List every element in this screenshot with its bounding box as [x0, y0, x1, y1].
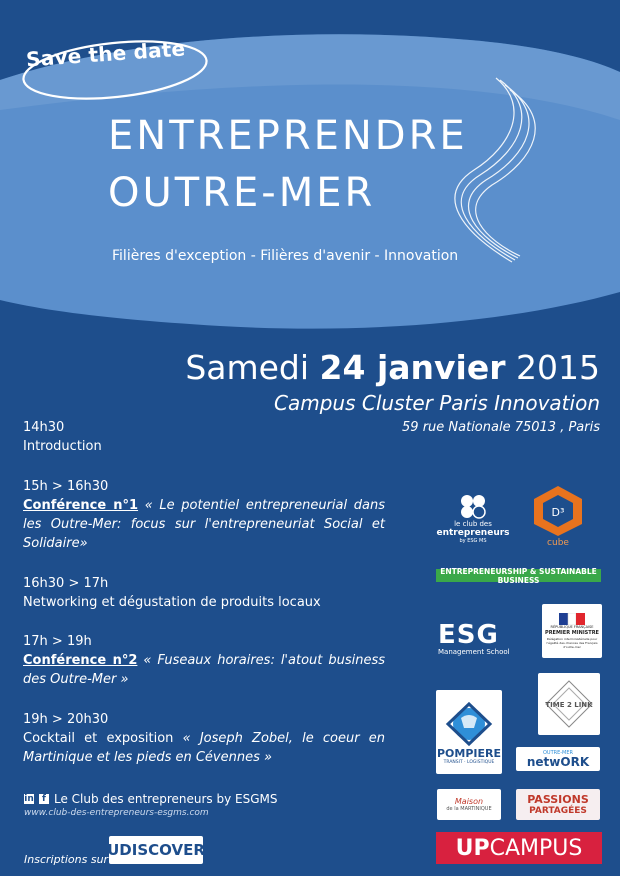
premier-ministre-logo — [542, 604, 602, 658]
cube-mark: D³ — [551, 506, 565, 519]
maison-martinique-logo — [437, 789, 501, 820]
program-time: 14h30 — [23, 420, 65, 435]
save-the-date-label: Save the date — [25, 36, 186, 72]
french-flag-icon — [559, 613, 585, 625]
facebook-icon[interactable]: f — [39, 794, 49, 804]
program-time: 15h > 16h30 — [23, 479, 109, 494]
program-text: Introduction — [23, 439, 102, 454]
event-date — [185, 348, 600, 387]
program-time: 17h > 19h — [23, 634, 92, 649]
esg-name: ESG — [438, 620, 499, 650]
udiscover-text: UDISCOVER — [107, 841, 205, 859]
network-top: OUTRE-MER — [542, 749, 574, 756]
passions-line1: PASSIONS — [527, 792, 589, 806]
title-line-1: ENTREPRENDRE — [108, 113, 468, 159]
club-logo-line3: by ESG MS — [459, 538, 487, 544]
inscriptions-label: Inscriptions sur — [24, 853, 109, 866]
pompiere-name: POMPIERE — [436, 746, 501, 760]
maison-line1: Maison — [454, 797, 484, 806]
pompiere-logo — [436, 690, 502, 774]
club-flower-icon — [458, 492, 488, 520]
passions-partagees-logo — [516, 789, 600, 820]
pompiere-sub: TRANSIT · LOGISTIQUE — [443, 759, 495, 765]
linkedin-icon[interactable]: in — [24, 794, 34, 804]
maison-line2: de la MARTINIQUE — [446, 806, 492, 812]
esg-logo — [438, 619, 522, 659]
pompiere-globe-icon — [444, 700, 494, 748]
program-text: « Le potentiel entrepreneurial dans les Outre-Mer: focus sur l'entrepreneuriat Social et Solidaire» — [23, 498, 385, 551]
program-text: « Joseph Zobel, le coeur en Martinique et les pieds en Cévennes » — [23, 731, 385, 765]
esg-sub: Management School — [438, 648, 510, 656]
timelink-logo — [538, 673, 600, 735]
title-line-2: OUTRE-MER — [108, 170, 376, 216]
cube-logo — [527, 480, 589, 552]
club-name: Le Club des entrepreneurs by ESGMS — [54, 792, 278, 806]
program-item-5 — [23, 710, 385, 767]
udiscover-logo[interactable] — [109, 836, 203, 864]
program-item-1 — [23, 418, 385, 456]
network-name: netwORK — [526, 754, 590, 769]
cube-label: cube — [547, 538, 569, 548]
timelink-icon — [543, 678, 595, 730]
ministre-line2: PREMIER MINISTRE — [545, 630, 599, 636]
upcampus-logo — [436, 832, 602, 864]
upcampus-up: UP — [455, 835, 490, 861]
program-time: 19h > 20h30 — [23, 712, 109, 727]
program-text-plain: Cocktail et exposition — [23, 731, 183, 746]
ministre-line1: RÉPUBLIQUE FRANÇAISE — [550, 625, 594, 629]
date-bold: 24 janvier — [319, 348, 506, 387]
passions-line2: PARTAGÉES — [529, 805, 587, 816]
program-text: « Fuseaux horaires: l'atout business des Outre-Mer » — [23, 653, 386, 687]
conference-2-link[interactable]: Conférence n°2 — [23, 653, 138, 668]
ministre-line3: Délégation interministérielle pour l'égalité des chances des Français d'outre-mer — [546, 637, 598, 649]
upcampus-campus: CAMPUS — [489, 835, 583, 861]
date-suffix: 2015 — [505, 348, 600, 387]
club-logo-line1: le club des — [454, 520, 492, 528]
conference-1-link[interactable]: Conférence n°1 — [23, 498, 139, 513]
entrepreneurship-text: ENTREPRENEURSHIP & SUSTAINABLE BUSINESS — [440, 566, 597, 585]
club-url[interactable]: www.club-des-entrepreneurs-esgms.com — [24, 808, 209, 818]
outremer-network-logo — [516, 747, 600, 771]
event-venue: Campus Cluster Paris Innovation — [274, 391, 600, 415]
program-time: 16h30 > 17h — [23, 576, 109, 591]
club-footer — [24, 792, 278, 806]
program-item-2 — [23, 477, 385, 553]
program-item-4 — [23, 632, 385, 689]
entrepreneurship-band — [436, 566, 601, 585]
club-entrepreneurs-logo — [437, 484, 509, 552]
tagline: Filières d'exception - Filières d'avenir - Innovation — [112, 248, 459, 264]
club-logo-line2: entrepreneurs — [436, 528, 510, 538]
program-text: Networking et dégustation de produits locaux — [23, 595, 321, 610]
timelink-text: TIME 2 LINK — [545, 701, 593, 709]
cube-icon — [531, 484, 585, 538]
event-address: 59 rue Nationale 75013 , Paris — [402, 420, 600, 435]
date-prefix: Samedi — [185, 348, 320, 387]
program-item-3 — [23, 574, 385, 612]
